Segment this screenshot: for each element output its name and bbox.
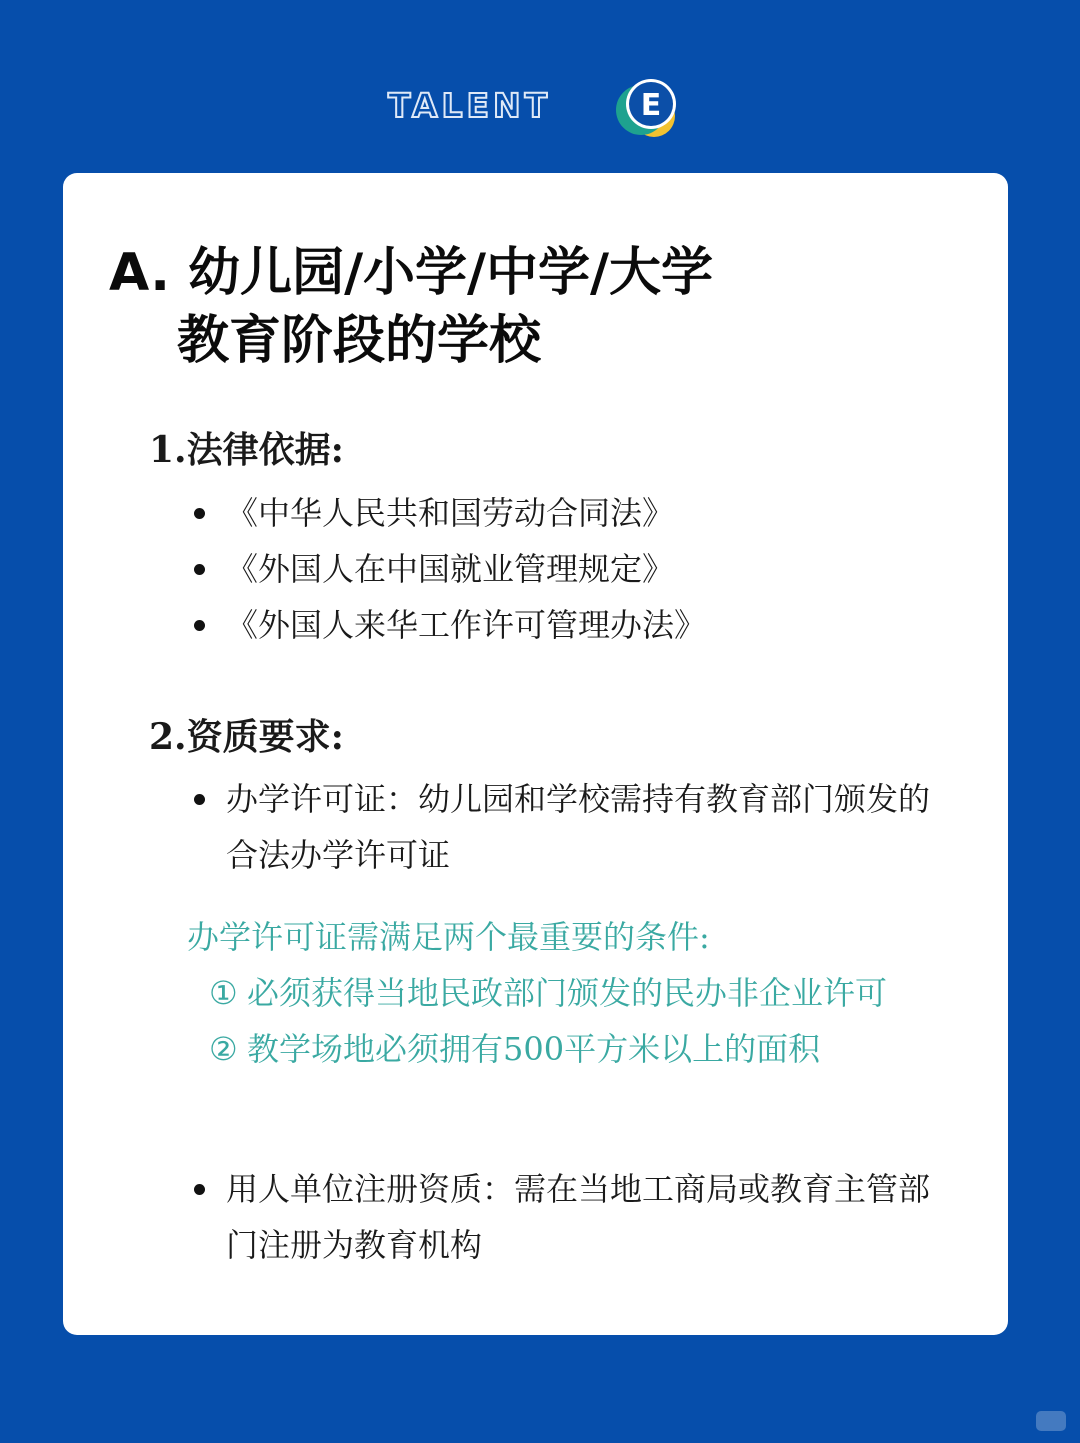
legal-basis-list bbox=[189, 485, 939, 653]
legal-basis-heading: 1.法律依据: bbox=[149, 429, 344, 471]
list-item: 办学许可证：幼儿园和学校需持有教育部门颁发的合法办学许可证 bbox=[189, 771, 939, 883]
condition-item bbox=[187, 965, 947, 1021]
condition-text: 必须获得当地民政部门颁发的民办非企业许可 bbox=[247, 974, 888, 1012]
bullet-icon bbox=[194, 620, 205, 631]
list-item: 《外国人来华工作许可管理办法》 bbox=[189, 597, 939, 653]
conditions-heading: 办学许可证需满足两个最重要的条件: bbox=[187, 918, 710, 956]
list-item: 用人单位注册资质：需在当地工商局或教育主管部门注册为教育机构 bbox=[189, 1161, 939, 1273]
title-line-2: 教育阶段的学校 bbox=[177, 311, 542, 371]
logo-mark-icon bbox=[614, 74, 684, 140]
list-item: 《中华人民共和国劳动合同法》 bbox=[189, 485, 939, 541]
license-conditions bbox=[187, 909, 947, 1077]
condition-text: 教学场地必须拥有500平方米以上的面积 bbox=[247, 1030, 821, 1068]
content-card bbox=[63, 173, 1008, 1335]
bullet-icon bbox=[194, 1184, 205, 1195]
condition-number: ② bbox=[209, 1030, 238, 1068]
qualification-list-1 bbox=[189, 771, 939, 883]
qualification-heading: 2.资质要求: bbox=[149, 716, 344, 758]
watermark bbox=[1036, 1411, 1066, 1431]
logo-mark-letter: E bbox=[640, 88, 662, 123]
bullet-icon bbox=[194, 564, 205, 575]
page-title bbox=[109, 239, 713, 375]
list-item: 《外国人在中国就业管理规定》 bbox=[189, 541, 939, 597]
bullet-icon bbox=[194, 508, 205, 519]
title-line-1: A. 幼儿园/小学/中学/大学 bbox=[109, 243, 714, 303]
qualification-list-2 bbox=[189, 1161, 939, 1273]
bullet-icon bbox=[194, 794, 205, 805]
condition-number: ① bbox=[209, 974, 238, 1012]
talente-logo bbox=[388, 74, 688, 142]
logo-wordmark: TALENT bbox=[388, 86, 552, 125]
condition-item bbox=[187, 1021, 947, 1077]
